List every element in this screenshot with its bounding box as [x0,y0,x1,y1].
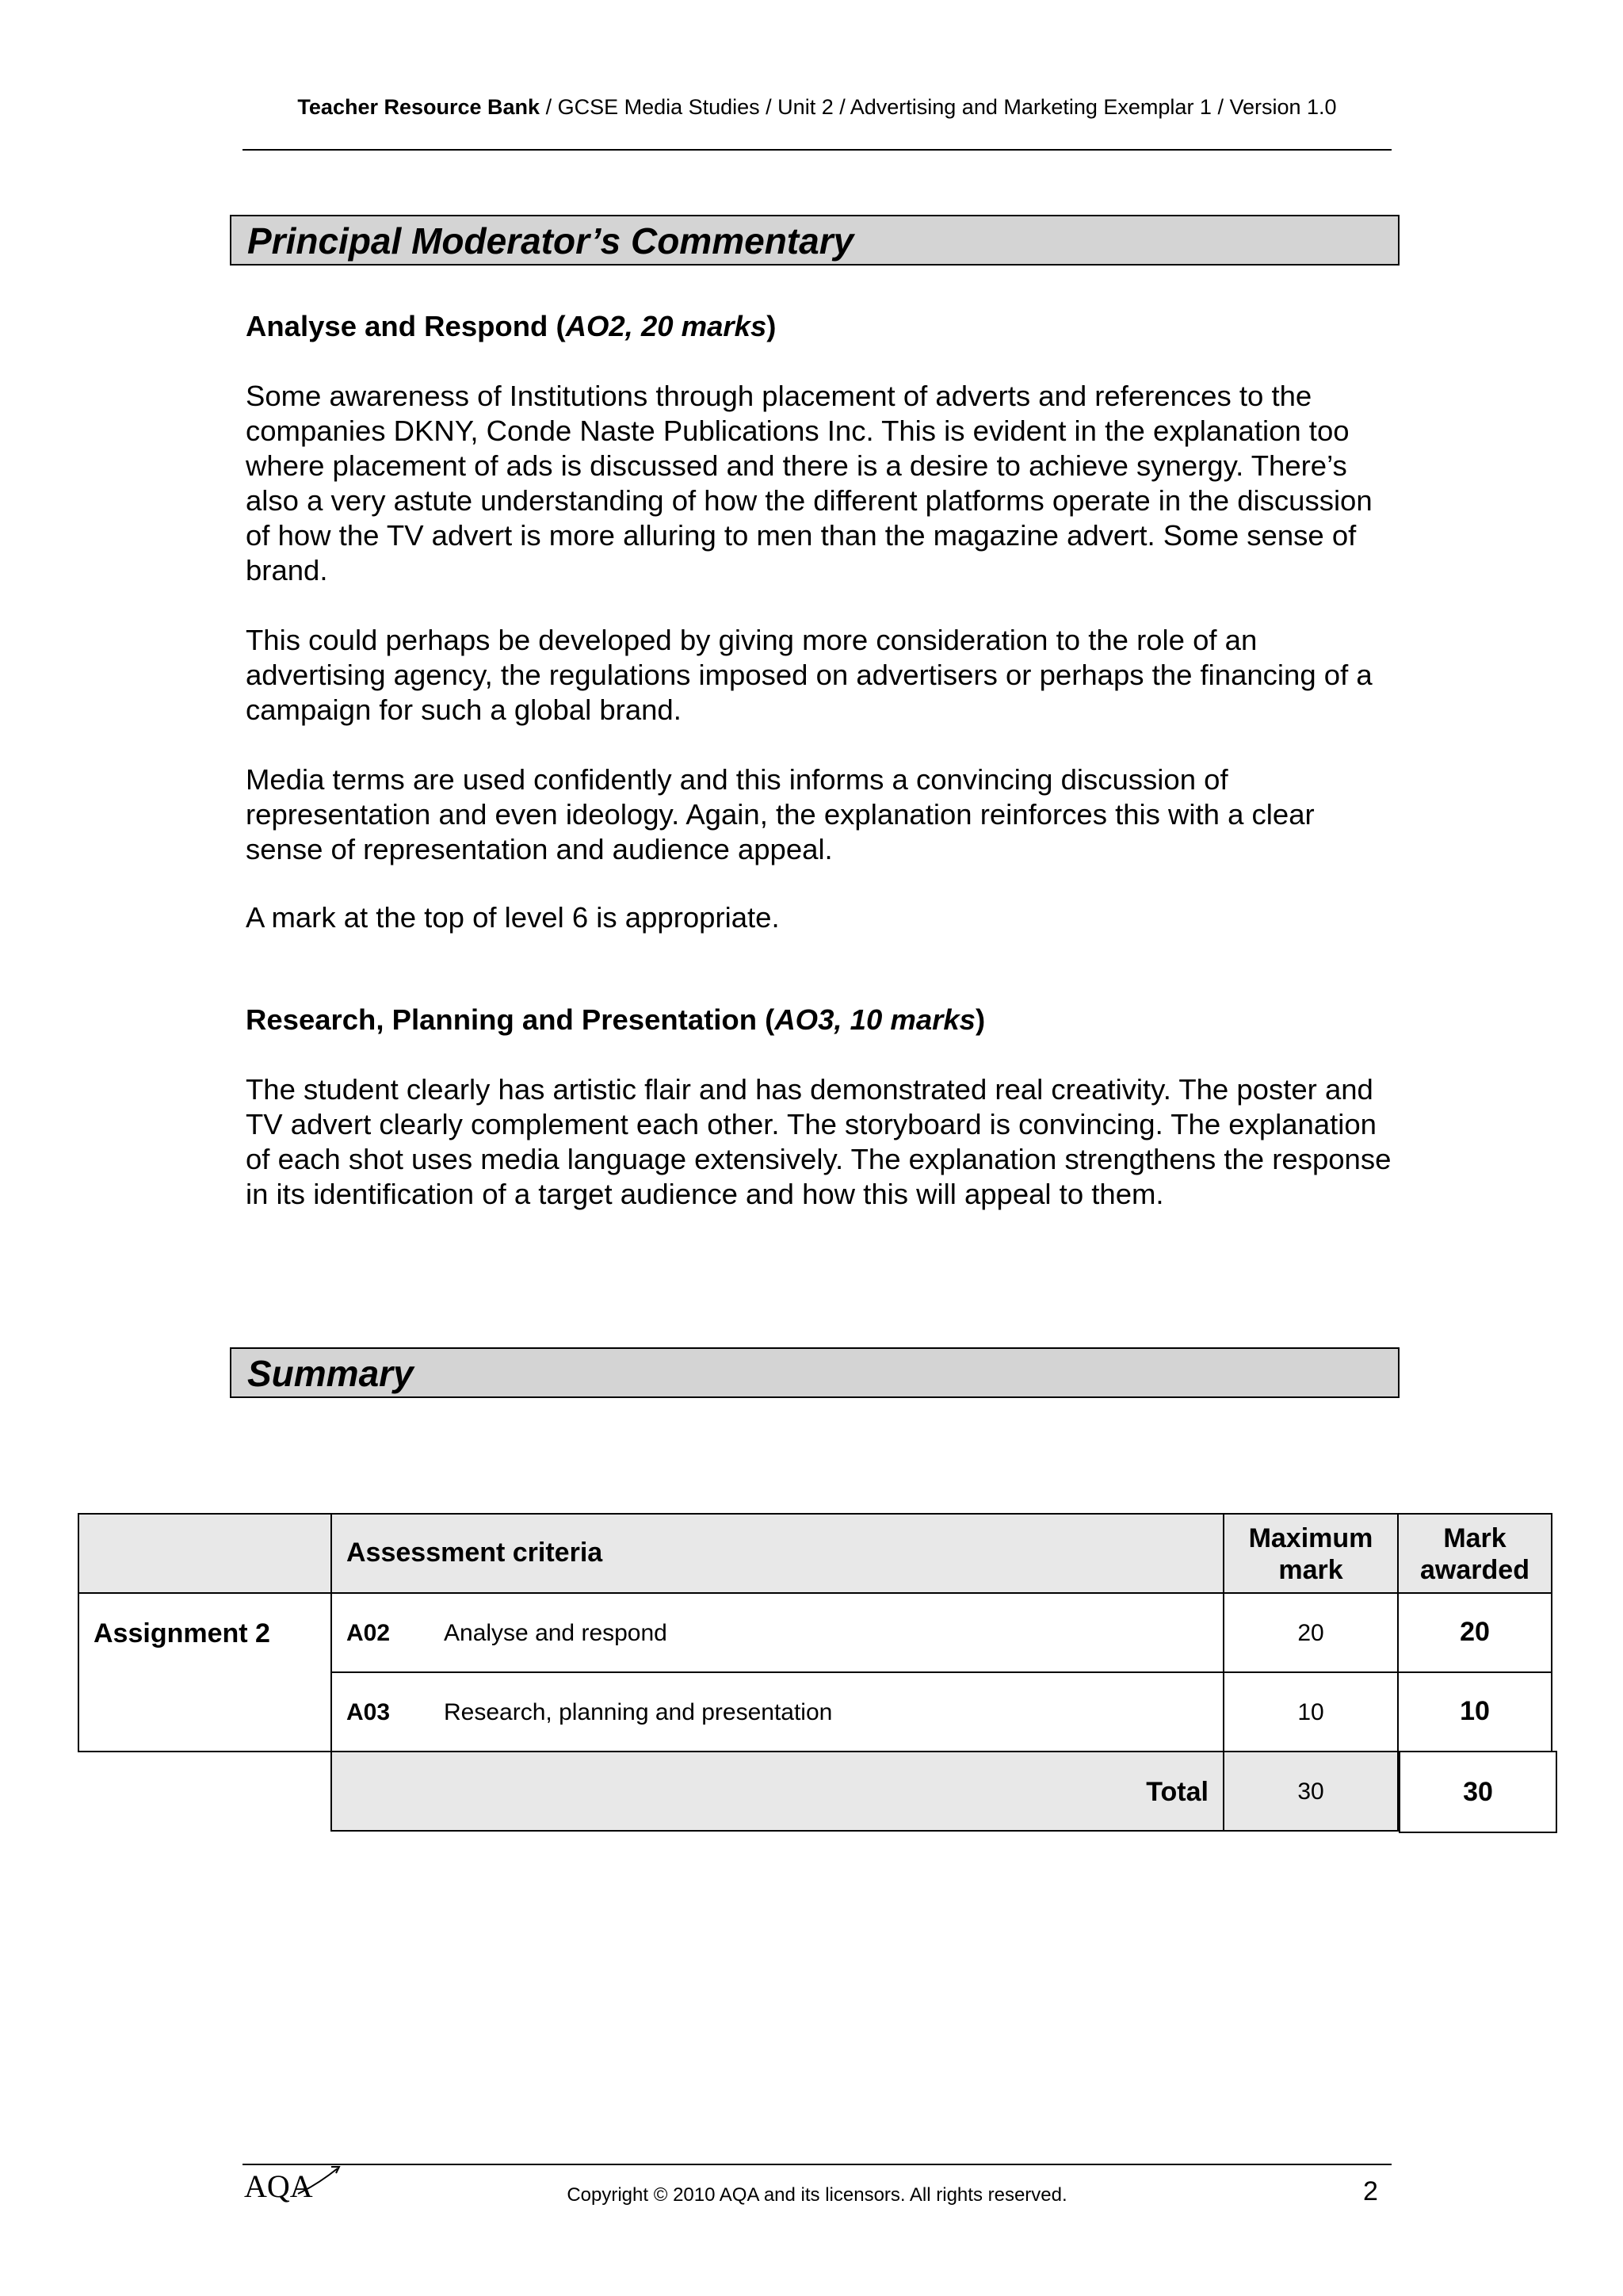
section-heading-ao3: Research, Planning and Presentation (AO3, 10 marks) [246,1003,986,1036]
table-header-blank [78,1513,332,1594]
summary-title-bar [230,1347,1400,1398]
max-mark-value: 10 [1297,1699,1324,1725]
max-mark-cell [1223,1671,1399,1752]
commentary-title-bar [230,215,1400,266]
criteria-header: Assessment criteria [346,1538,603,1568]
total-awarded-value: 30 [1463,1777,1493,1807]
max-mark-cell [1223,1592,1399,1673]
awarded-mark-cell [1397,1592,1552,1673]
criteria-code: A03 [346,1699,391,1725]
total-awarded-cell [1399,1751,1557,1833]
logo-text: AQA [244,2168,313,2204]
paragraph-2 [246,623,1395,728]
commentary-title: Principal Moderator’s Commentary [247,220,854,262]
paragraph-text: Media terms are used confidently and this informs a convincing discussion of representation and even ideology. Again, the explanation reinforces this with a clear sense of representation and audience appeal. [246,763,1315,865]
criteria-description: Analyse and respond [444,1620,667,1646]
header-series: Teacher Resource Bank [297,95,540,119]
awarded-header-line1: Mark [1443,1523,1507,1553]
header-divider [242,149,1392,151]
paragraph-4 [246,900,1395,935]
summary-title: Summary [247,1353,414,1394]
section-research-planning [246,1003,1395,1037]
criteria-code: A02 [346,1620,391,1646]
table-header-criteria [330,1513,1224,1594]
paragraph-5 [246,1072,1395,1212]
section-heading-ao2: Analyse and Respond (AO2, 20 marks) [246,310,777,342]
table-row [330,1671,1224,1752]
criteria-description: Research, planning and presentation [444,1699,833,1725]
paragraph-3 [246,762,1395,867]
total-row [330,1751,1224,1832]
section-analyse-respond [246,309,1395,344]
paragraph-text: Some awareness of Institutions through placement of adverts and references to the companies DKNY, Conde Naste Publications Inc. This is evident in the explanation too where placement of ads is discussed and there is a desire to achieve synergy. There’s also a very astute understanding of how the different platforms operate in the discussion of how the TV advert is more alluring to men than the magazine advert. Some sense of brand. [246,380,1373,586]
page-number: 2 [1363,2176,1378,2206]
awarded-mark-value: 20 [1460,1617,1490,1647]
table-header-max [1223,1513,1399,1594]
header-path: / GCSE Media Studies / Unit 2 / Advertising and Marketing Exemplar 1 / Version 1.0 [540,95,1337,119]
max-mark-value: 20 [1297,1620,1324,1646]
paragraph-1 [246,379,1395,588]
paragraph-text: The student clearly has artistic flair and has demonstrated real creativity. The poster and TV advert clearly complement each other. The storyboard is convincing. The explanation of each shot uses media language extensively. The explanation strengthens the response in its identification of a target audience and how this will appeal to them. [246,1073,1392,1210]
assignment-label: Assignment 2 [94,1618,270,1648]
total-max-value: 30 [1297,1778,1324,1805]
paragraph-text: This could perhaps be developed by giving more consideration to the role of an advertising agency, the regulations imposed on advertisers or perhaps the financing of a campaign for such a global brand. [246,624,1373,726]
awarded-header-line2: awarded [1420,1555,1529,1585]
max-header-line1: Maximum [1248,1523,1373,1553]
awarded-mark-cell [1397,1671,1552,1752]
paragraph-text: A mark at the top of level 6 is appropriate. [246,901,780,934]
table-header-awarded [1397,1513,1552,1594]
page-header [242,95,1392,120]
assignment-cell [78,1592,332,1752]
total-max-cell [1223,1751,1399,1832]
table-row [330,1592,1224,1673]
total-label: Total [1146,1777,1209,1807]
awarded-mark-value: 10 [1460,1696,1490,1726]
copyright-notice: Copyright © 2010 AQA and its licensors. All rights reserved. [567,2184,1067,2206]
footer-divider [242,2164,1392,2165]
max-header-line2: mark [1278,1555,1343,1585]
